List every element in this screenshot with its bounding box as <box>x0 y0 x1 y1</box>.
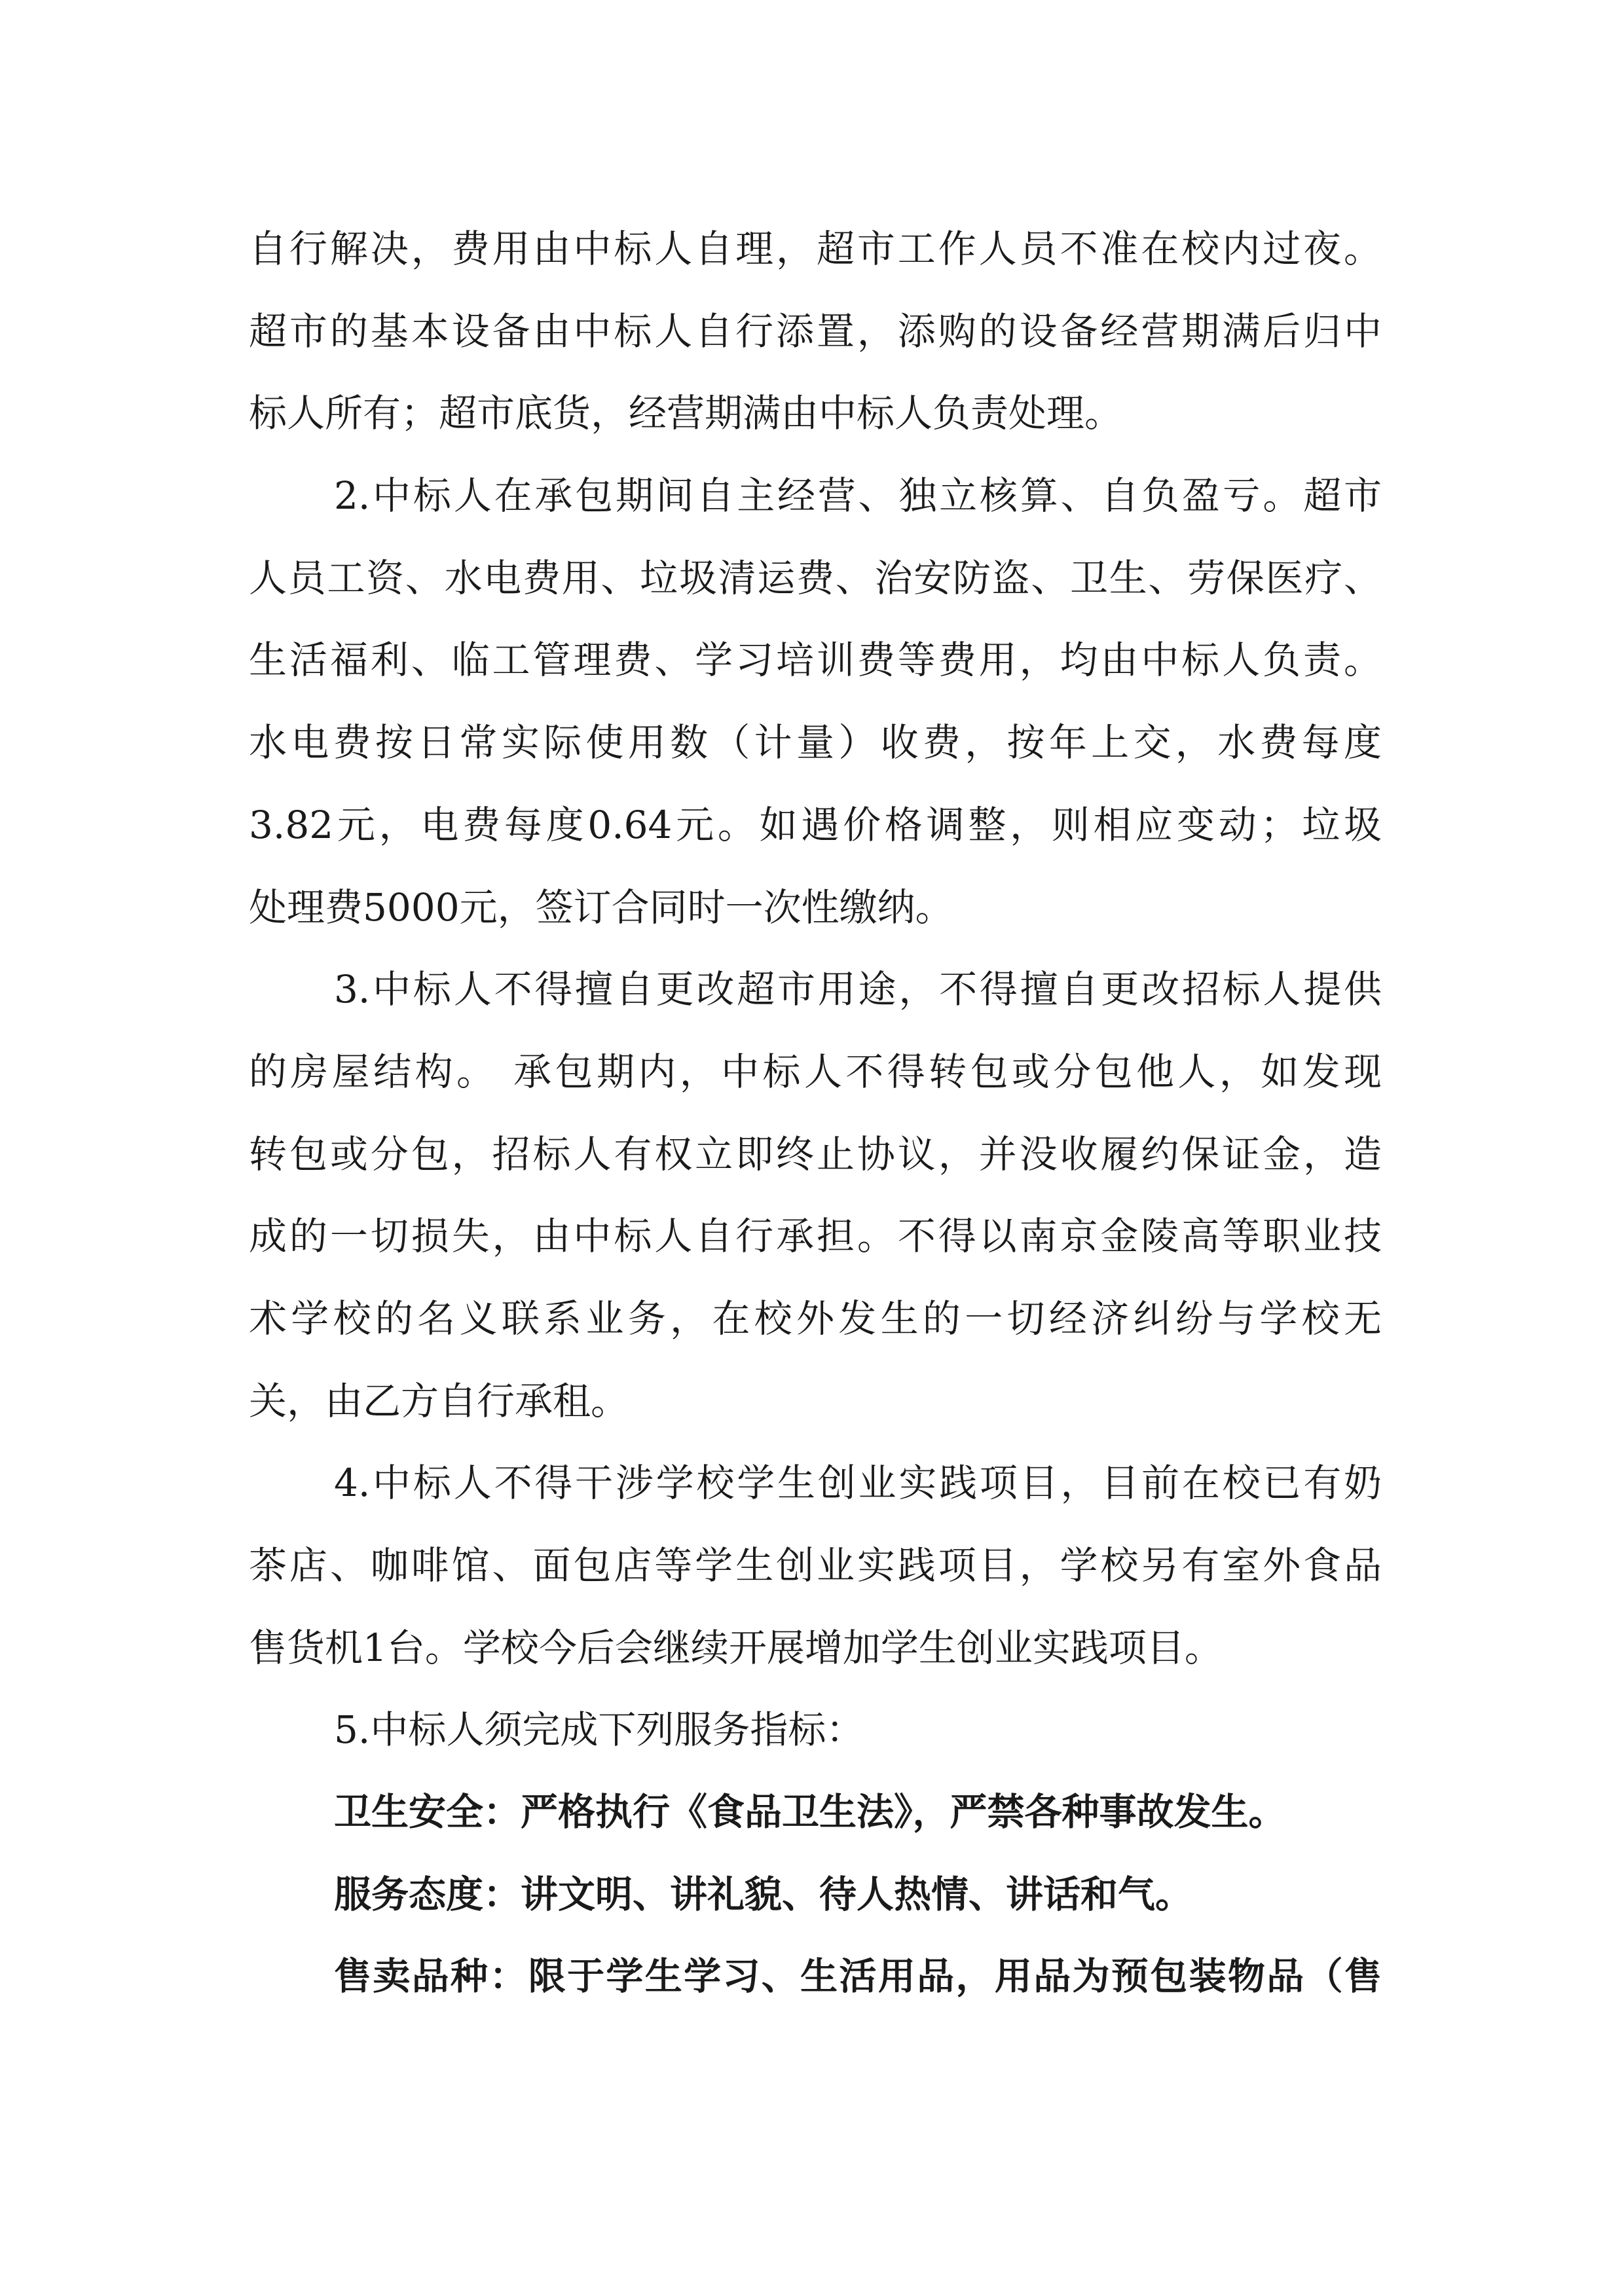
document-body <box>249 208 1382 2018</box>
service-indicator-line: 卫生安全：严格执行《食品卫生法》，严禁各种事故发生。 <box>334 1791 1286 1834</box>
paragraph-line: 2.中标人在承包期间自主经营、独立核算、自负盈亏。超市 <box>334 473 1382 519</box>
paragraph-line: 4.中标人不得干涉学校学生创业实践项目，目前在校已有奶 <box>334 1461 1382 1506</box>
paragraph-line: 5.中标人须完成下列服务指标： <box>334 1707 864 1753</box>
paragraph-line: 超市的基本设备由中标人自行添置，添购的设备经营期满后归中 <box>249 308 1382 354</box>
paragraph-line: 转包或分包，招标人有权立即终止协议，并没收履约保证金，造 <box>249 1131 1382 1176</box>
paragraph-line: 3.82元，电费每度0.64元。如遇价格调整，则相应变动；垃圾 <box>249 802 1382 847</box>
paragraph-line: 自行解决，费用由中标人自理，超市工作人员不准在校内过夜。 <box>249 227 1382 271</box>
paragraph-line: 人员工资、水电费用、垃圾清运费、治安防盗、卫生、劳保医疗、 <box>249 555 1382 600</box>
paragraph-line: 成的一切损失，由中标人自行承担。不得以南京金陵高等职业技 <box>249 1214 1382 1259</box>
paragraph-line: 茶店、咖啡馆、面包店等学生创业实践项目，学校另有室外食品 <box>249 1543 1382 1588</box>
paragraph-line: 生活福利、临工管理费、学习培训费等费用，均由中标人负责。 <box>249 638 1382 683</box>
paragraph-line: 水电费按日常实际使用数（计量）收费，按年上交，水费每度 <box>249 720 1382 765</box>
service-indicator-line: 服务态度：讲文明、讲礼貌、待人热情、讲话和气。 <box>334 1872 1192 1916</box>
paragraph-line: 术学校的名义联系业务，在校外发生的一切经济纠纷与学校无 <box>249 1296 1382 1341</box>
paragraph-line: 关，由乙方自行承租。 <box>249 1378 629 1423</box>
paragraph-line: 售货机1台。学校今后会继续开展增加学生创业实践项目。 <box>249 1625 1223 1670</box>
paragraph-line: 处理费5000元，签订合同时一次性缴纳。 <box>249 884 953 930</box>
service-indicator-line: 售卖品种：限于学生学习、生活用品，用品为预包装物品（售 <box>334 1955 1382 1999</box>
paragraph-line: 3.中标人不得擅自更改超市用途，不得擅自更改招标人提供 <box>334 967 1382 1012</box>
paragraph-line: 的房屋结构。 承包期内，中标人不得转包或分包他人，如发现 <box>249 1049 1382 1094</box>
paragraph-line: 标人所有；超市底货，经营期满由中标人负责处理。 <box>249 391 1123 436</box>
